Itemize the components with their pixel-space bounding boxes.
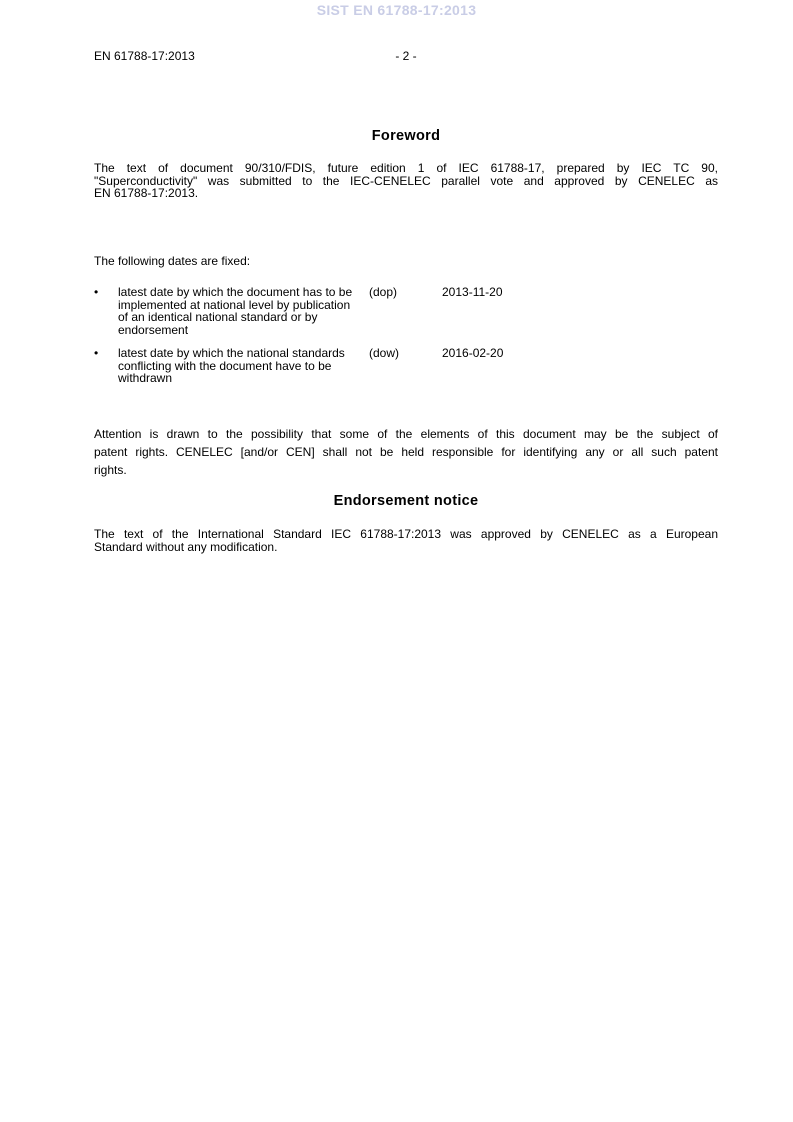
- foreword-line-1: The text of document 90/310/FDIS, future edition 1 of IEC 61788-17, prepared by IEC TC 90,: [94, 161, 718, 175]
- foreword-line-3: EN 61788-17:2013.: [94, 186, 199, 200]
- date-description: latest date by which the national standards conflicting with the document have to be withdrawn: [118, 346, 345, 385]
- bullet-icon: •: [94, 346, 99, 360]
- date-value: 2013-11-20: [442, 285, 503, 299]
- attention-line-1: Attention is drawn to the possibility that some of the elements of this document may be the subject of: [94, 427, 718, 441]
- dates-intro: The following dates are fixed:: [94, 254, 251, 268]
- endorsement-heading: Endorsement notice: [333, 493, 479, 509]
- endorsement-paragraph: [94, 528, 718, 553]
- foreword-line-2: "Superconductivity" was submitted to the IEC-CENELEC parallel vote and approved by CENELEC as: [94, 173, 718, 188]
- attention-line-2: patent rights. CENELEC [and/or CEN] shall not be held responsible for identifying any or all such patent: [94, 445, 718, 459]
- date-abbreviation: (dop): [369, 285, 398, 299]
- date-description: latest date by which the document has to be implemented at national level by publication of an identical national standard or by endorsement: [118, 285, 353, 337]
- watermark-text: SIST EN 61788-17:2013: [316, 2, 477, 18]
- endorsement-line-1: The text of the International Standard IEC 61788-17:2013 was approved by CENELEC as a European: [94, 527, 718, 541]
- attention-line-3: rights.: [94, 463, 127, 477]
- patent-attention-paragraph: [94, 425, 718, 479]
- date-value: 2016-02-20: [442, 346, 504, 360]
- bullet-icon: •: [94, 285, 99, 299]
- document-id: EN 61788-17:2013: [94, 49, 195, 63]
- page-number: - 2 -: [395, 49, 417, 63]
- endorsement-line-2: Standard without any modification.: [94, 539, 278, 554]
- foreword-heading: Foreword: [371, 128, 441, 144]
- foreword-paragraph: [94, 162, 718, 200]
- date-abbreviation: (dow): [369, 346, 400, 360]
